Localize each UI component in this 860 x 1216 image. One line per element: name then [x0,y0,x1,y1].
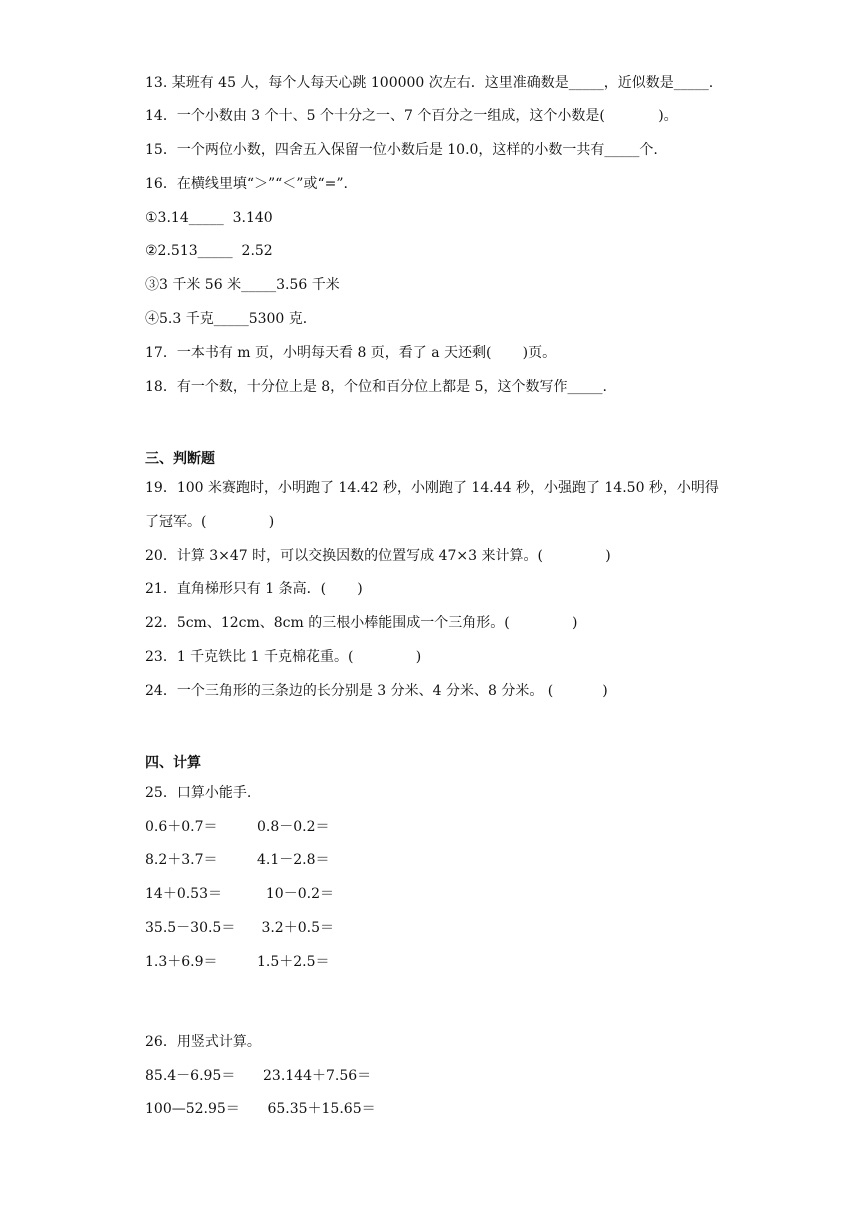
q26-expr: 85.4－6.95＝ [145,1068,236,1084]
question-26: 26．用竖式计算。 [145,1034,261,1050]
q25-expr: 8.2＋3.7＝ [145,852,218,868]
q25-expr: 14＋0.53＝ [145,886,222,902]
question-25: 25．口算小能手. [145,785,252,801]
question-18: 18．有一个数，十分位上是 8，个位和百分位上都是 5，这个数写作_____. [145,379,607,395]
q26-expr: 65.35＋15.65＝ [263,1101,376,1117]
q25-expr: 1.5＋2.5＝ [257,954,330,970]
q25-expr: 0.8－0.2＝ [257,819,330,835]
q25-row-4 [145,918,334,938]
q25-row-5 [145,952,330,972]
question-16-part-4: ④5.3 千克_____5300 克． [145,311,317,327]
question-16-part-2: ②2.513_____ 2.52 [145,243,273,259]
q25-expr: 35.5－30.5＝ [145,920,236,936]
question-16-part-3: ③3 千米 56 米_____3.56 千米 [145,277,340,293]
question-22: 22．5cm、12cm、8cm 的三根小棒能围成一个三角形。( ) [145,615,578,631]
question-13: 13. 某班有 45 人，每个人每天心跳 100000 次左右．这里准确数是_____，近似数是_____. [145,75,714,91]
question-14: 14．一个小数由 3 个十、5 个十分之一、7 个百分之一组成，这个小数是( )。 [145,108,678,124]
question-15: 15．一个两位小数，四舍五入保留一位小数后是 10.0，这样的小数一共有_____个. [145,142,658,158]
q25-expr: 10－0.2＝ [257,886,334,902]
q25-expr: 1.3＋6.9＝ [145,954,218,970]
q25-row-1 [145,817,330,837]
q25-expr: 3.2＋0.5＝ [257,920,334,936]
q26-row-1 [145,1066,371,1086]
question-19-line-2: 了冠军。( ) [145,514,275,530]
question-23: 23．1 千克铁比 1 千克棉花重。( ) [145,649,422,665]
q26-expr: 100—52.95＝ [145,1101,240,1117]
question-16-part-1: ①3.14_____ 3.140 [145,210,273,226]
question-19-line-1: 19．100 米赛跑时，小明跑了 14.42 秒，小刚跑了 14.44 秒，小强跑了 14.50 秒，小明得 [145,480,719,496]
question-16: 16．在横线里填“＞”“＜”或“=”. [145,176,348,192]
q25-row-2 [145,850,330,870]
q26-expr: 23.144＋7.56＝ [263,1068,372,1084]
section-3-heading: 三、判断题 [145,451,215,467]
question-20: 20．计算 3×47 时，可以交换因数的位置写成 47×3 来计算。( ) [145,548,611,564]
q25-row-3 [145,884,334,904]
question-24: 24．一个三角形的三条边的长分别是 3 分米、4 分米、8 分米。 ( ) [145,683,608,699]
section-4-heading: 四、计算 [145,755,201,771]
q26-row-2 [145,1099,376,1119]
question-17: 17．一本书有 m 页，小明每天看 8 页，看了 a 天还剩( )页。 [145,345,557,361]
q25-expr: 0.6＋0.7＝ [145,819,218,835]
q25-expr: 4.1－2.8＝ [257,852,330,868]
question-21: 21．直角梯形只有 1 条高．( ) [145,581,363,597]
